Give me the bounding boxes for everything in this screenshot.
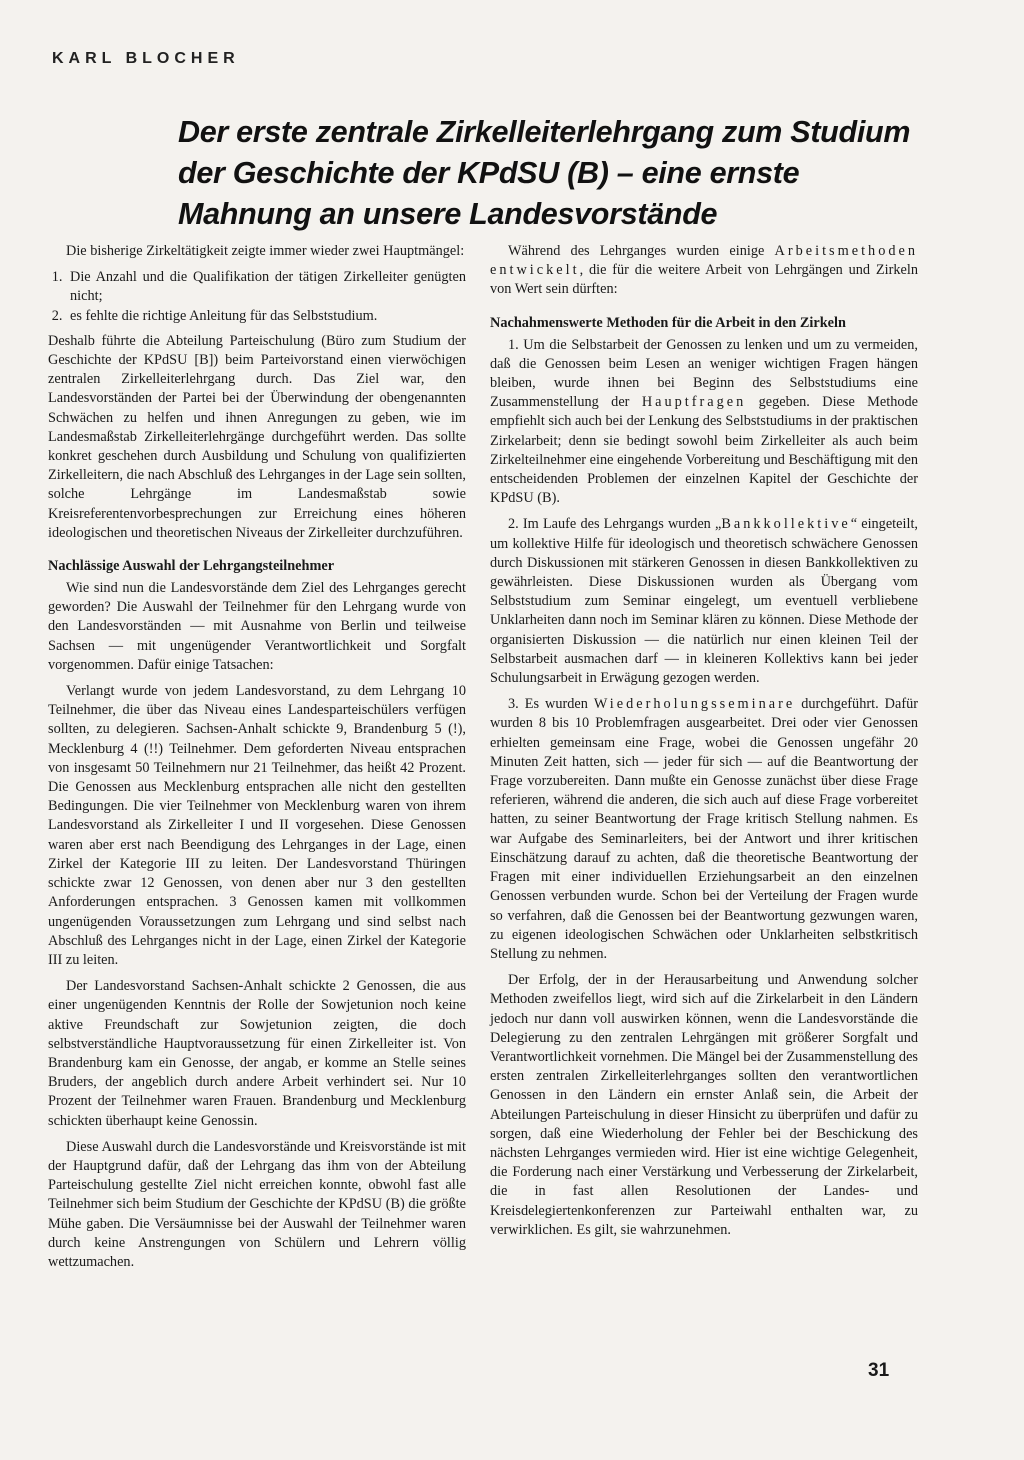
paragraph: Diese Auswahl durch die Landesvorstände und Kreisvorstände ist mit der Hauptgrund dafür, daß der Lehrgang das ihm von der Abteilung Parteischulung gestellte Ziel nicht erreichen konnte, obwohl fast alle Teilnehmer sich beim Studium der Geschichte der KPdSU (B) die größte Mühe gaben. Die Versäumnisse bei der Auswahl der Teilnehmer waren durch keine Anstrengungen von Schülern und Lehrern völlig wettzumachen. bbox=[48, 1138, 466, 1270]
paragraph: Der Erfolg, der in der Herausarbeitung und Anwendung solcher Methoden zweifellos liegt, wird sich auf die Zirkelarbeit in den Ländern jedoch nur dann voll auswirken können, wenn die Landesvorstände die Delegierung zu den zentralen Lehrgängen mit größerer Sorgfalt und Verantwortlichkeit vornehmen. Die Mängel bei der Zusammenstellung des ersten zentralen Zirkelleiterlehrganges sollten den verantwortlichen Genossen in den Ländern ein ernster Anlaß sein, die Arbeit der Abteilungen Parteischulung in dieser Hinsicht zu überprüfen und dafür zu sorgen, daß eine Wiederholung der Fehler bei der Beschickung des nächsten Lehrganges vermieden wird. Hier ist eine wichtige Gelegenheit, die Forderung nach einer Verstärkung und Verbesserung der Zirkelarbeit, die in fast allen Resolutionen der Landes- und Kreisdelegiertenkonferenzen zur Parteiwahl enthalten war, zu verwirklichen. Es gilt, sie wahrzunehmen. bbox=[490, 972, 918, 1238]
page-number: 31 bbox=[868, 1360, 890, 1381]
text-run: durchgeführt. Dafür wurden 8 bis 10 Problemfragen ausgearbeitet. Drei oder vier Genossen erhielten gemeinsam eine Frage, wobei die Genossen ungefähr 20 Minuten Zeit hatten, sich — jeder für sich — auf die Beantwortung der Frage vorzubereiten. Dann mußte ein Genosse zunächst über diese Frage referieren, während die anderen, die sich auch auf diese Frage vorbereitet hatten, zu seiner Beantwortung der Frage kritisch Stellung nahmen. Es war Aufgabe des Seminarleiters, bei der Antwort und ihrer kritischen Einschätzung darauf zu achten, daß die theoretische Beantwortung der Fragen mit einer individuellen Erziehungsarbeit an den einzelnen Genossen verbunden wurde. Schon bei der Verteilung der Fragen wurde so verfahren, daß die Genossen bei der Beantwortung gezwungen waren, zu eigenen ideologischen Schwächen oder Unklarheiten selbstkritisch Stellung zu nehmen. bbox=[490, 696, 918, 962]
paragraph: Verlangt wurde von jedem Landesvorstand, zu dem Lehrgang 10 Teilnehmer, die über das Niveau eines Landesparteischülers verfügen sollten, zu delegieren. Sachsen-Anhalt schickte 9, Brandenburg 5 (!), Mecklenburg 4 (!!) Teilnehmer. Dem geforderten Niveau entsprachen von insgesamt 50 Teilnehmern nur 21 Teilnehmer, das heißt 42 Prozent. Die Genossen aus Mecklenburg entsprachen alle nicht den gestellten Bedingungen. Die vier Teilnehmer von Mecklenburg waren von ihrem Landesvorstand als Zirkelleiter I und II vorgesehen. Diese Genossen waren aber erst nach Beendigung des Lehrganges in der Lage, einen Zirkel der Kategorie III zu leiten. Der Landesvorstand Thüringen schickte zwar 12 Genossen, von denen aber nur 3 den gestellten Anforderungen entsprachen. 3 Genossen kamen mit vollkommen ungenügenden Voraussetzungen zum Lehrgang und sind selbst nach Abschluß des Lehrganges nicht in der Lage, einen Zirkel der Kategorie III zu leiten. bbox=[48, 683, 466, 968]
list-item: 2. es fehlte die richtige Anleitung für das Selbststudium. bbox=[66, 307, 466, 326]
text-run: gegeben. Diese Methode empfiehlt sich auch bei der Lenkung des Selbststudiums in der praktischen Zirkelarbeit; denn sie bedingt sowohl beim Zirkelleiter als auch beim Zirkelteilnehmer eine eingehende Vorbereitung und Beschäftigung mit den entscheidenden Problemen der einzelnen Kapitel der Geschichte der KPdSU (B). bbox=[490, 394, 919, 507]
article-title: Der erste zentrale Zirkelleiterlehrgang zum Studium der Geschichte der KPdSU (B) – eine ernste Mahnung an unsere Landesvorstände bbox=[178, 115, 911, 231]
text-run: “ eingeteilt, um kollektive Hilfe für ideologisch und theoretisch schwächere Genossen durch Diskussionen mit stärkeren Genossen in diesen Bankkollektiven zu gewährleisten. Diese Diskussionen wurden als Übergang vom Selbststudium zum Seminar eingelegt, um eventuell verbliebene Unklarheiten dann noch im Seminar klären zu können. Diese Methode der organisierten Diskussion — die natürlich nur einen kleinen Teil der Selbstarbeit ausmachen darf — in kleineren Kollektivs kann bei jeder Schulungsarbeit in Erwägung gezogen werden. bbox=[490, 516, 918, 687]
text-run: 2. Im Laufe des Lehrgangs wurden „ bbox=[508, 516, 722, 533]
deficiency-list bbox=[48, 268, 466, 326]
left-column bbox=[48, 242, 466, 1279]
paragraph: Deshalb führte die Abteilung Parteischulung (Büro zum Studium der Geschichte der KPdSU [B]) beim Parteivorstand einen vierwöchigen zentralen Zirkelleiterlehrgang durch. Das Ziel war, den Landesvorständen der Partei bei der Überwindung der obengenannten Schwächen zu helfen und ihnen Anregungen zu geben, wie im Landesmaßstab Zirkelleiterlehrgänge durchgeführt werden. Das sollte konkret geschehen durch Ausbildung und Schulung von qualifizierten Zirkelleitern, die nach Abschluß des Lehrganges in der Lage sein sollten, solche Lehrgänge im Landesmaßstab sowie Kreisreferentenvorbesprechungen zur Erreichung eines höheren ideologischen und theoretischen Niveaus der Zirkelleiter durchzuführen. bbox=[48, 332, 466, 541]
text-run: 1. Um die Selbstarbeit der Genossen zu lenken und um zu vermeiden, daß die Genossen beim Lesen an weniger wichtigen Fragen hängen bleiben, wurde ihnen bei Beginn des Selbststudiums eine Zusammenstellung der bbox=[490, 336, 918, 411]
text-run: Während des Lehrganges wurden einige bbox=[508, 243, 775, 259]
author-name: KARL BLOCHER bbox=[52, 50, 240, 67]
list-item: 1. Die Anzahl und die Qualifikation der tätigen Zirkelleiter genügten nicht; bbox=[66, 268, 466, 306]
text-run: , die für die weitere Arbeit von Lehrgängen und Zirkeln von Wert sein dürften: bbox=[490, 262, 918, 298]
method-paragraph bbox=[490, 695, 918, 964]
paragraph: Wie sind nun die Landesvorstände dem Ziel des Lehrganges gerecht geworden? Die Auswahl der Teilnehmer für den Lehrgang wurde von den Landesvorständen — mit Ausnahme von Berlin und teilweise Sachsen — mit ungenügender Verantwortlichkeit und Sorgfalt vorgenommen. Dafür einige Tatsachen: bbox=[48, 580, 466, 673]
spaced-text: Hauptfragen bbox=[641, 394, 747, 411]
paragraph: Der Landesvorstand Sachsen-Anhalt schickte 2 Genossen, die aus einer ungenügenden Kenntnis der Rolle der Sowjetunion noch keine aktive Freundschaft zur Sowjetunion zeigten, die doch selbstverständliche Hauptvoraussetzung für einen Zirkelleiter ist. Von Brandenburg kam ein Genosse, der angab, er komme an Stelle seines Bruders, der angeblich durch andere Arbeit verhindert sei. Nur 10 Prozent der Teilnehmer waren Frauen. Brandenburg und Mecklenburg schickten überhaupt keine Genossin. bbox=[48, 978, 466, 1129]
spaced-text: Wiederholungsseminare bbox=[593, 696, 796, 713]
section-heading: Nachlässige Auswahl der Lehrgangsteilnehmer bbox=[48, 558, 335, 575]
paragraph bbox=[490, 242, 918, 300]
right-column bbox=[490, 242, 918, 1247]
text-run: 3. Es wurden bbox=[508, 696, 594, 713]
section-heading: Nachahmenswerte Methoden für die Arbeit in den Zirkeln bbox=[490, 314, 846, 331]
spaced-text: Arbeitsmethoden entwickelt bbox=[490, 243, 918, 279]
spaced-text: Bankkollektive bbox=[721, 516, 851, 533]
method-paragraph bbox=[490, 515, 918, 688]
method-paragraph bbox=[490, 336, 918, 509]
intro-paragraph: Die bisherige Zirkeltätigkeit zeigte immer wieder zwei Hauptmängel: bbox=[66, 243, 465, 259]
